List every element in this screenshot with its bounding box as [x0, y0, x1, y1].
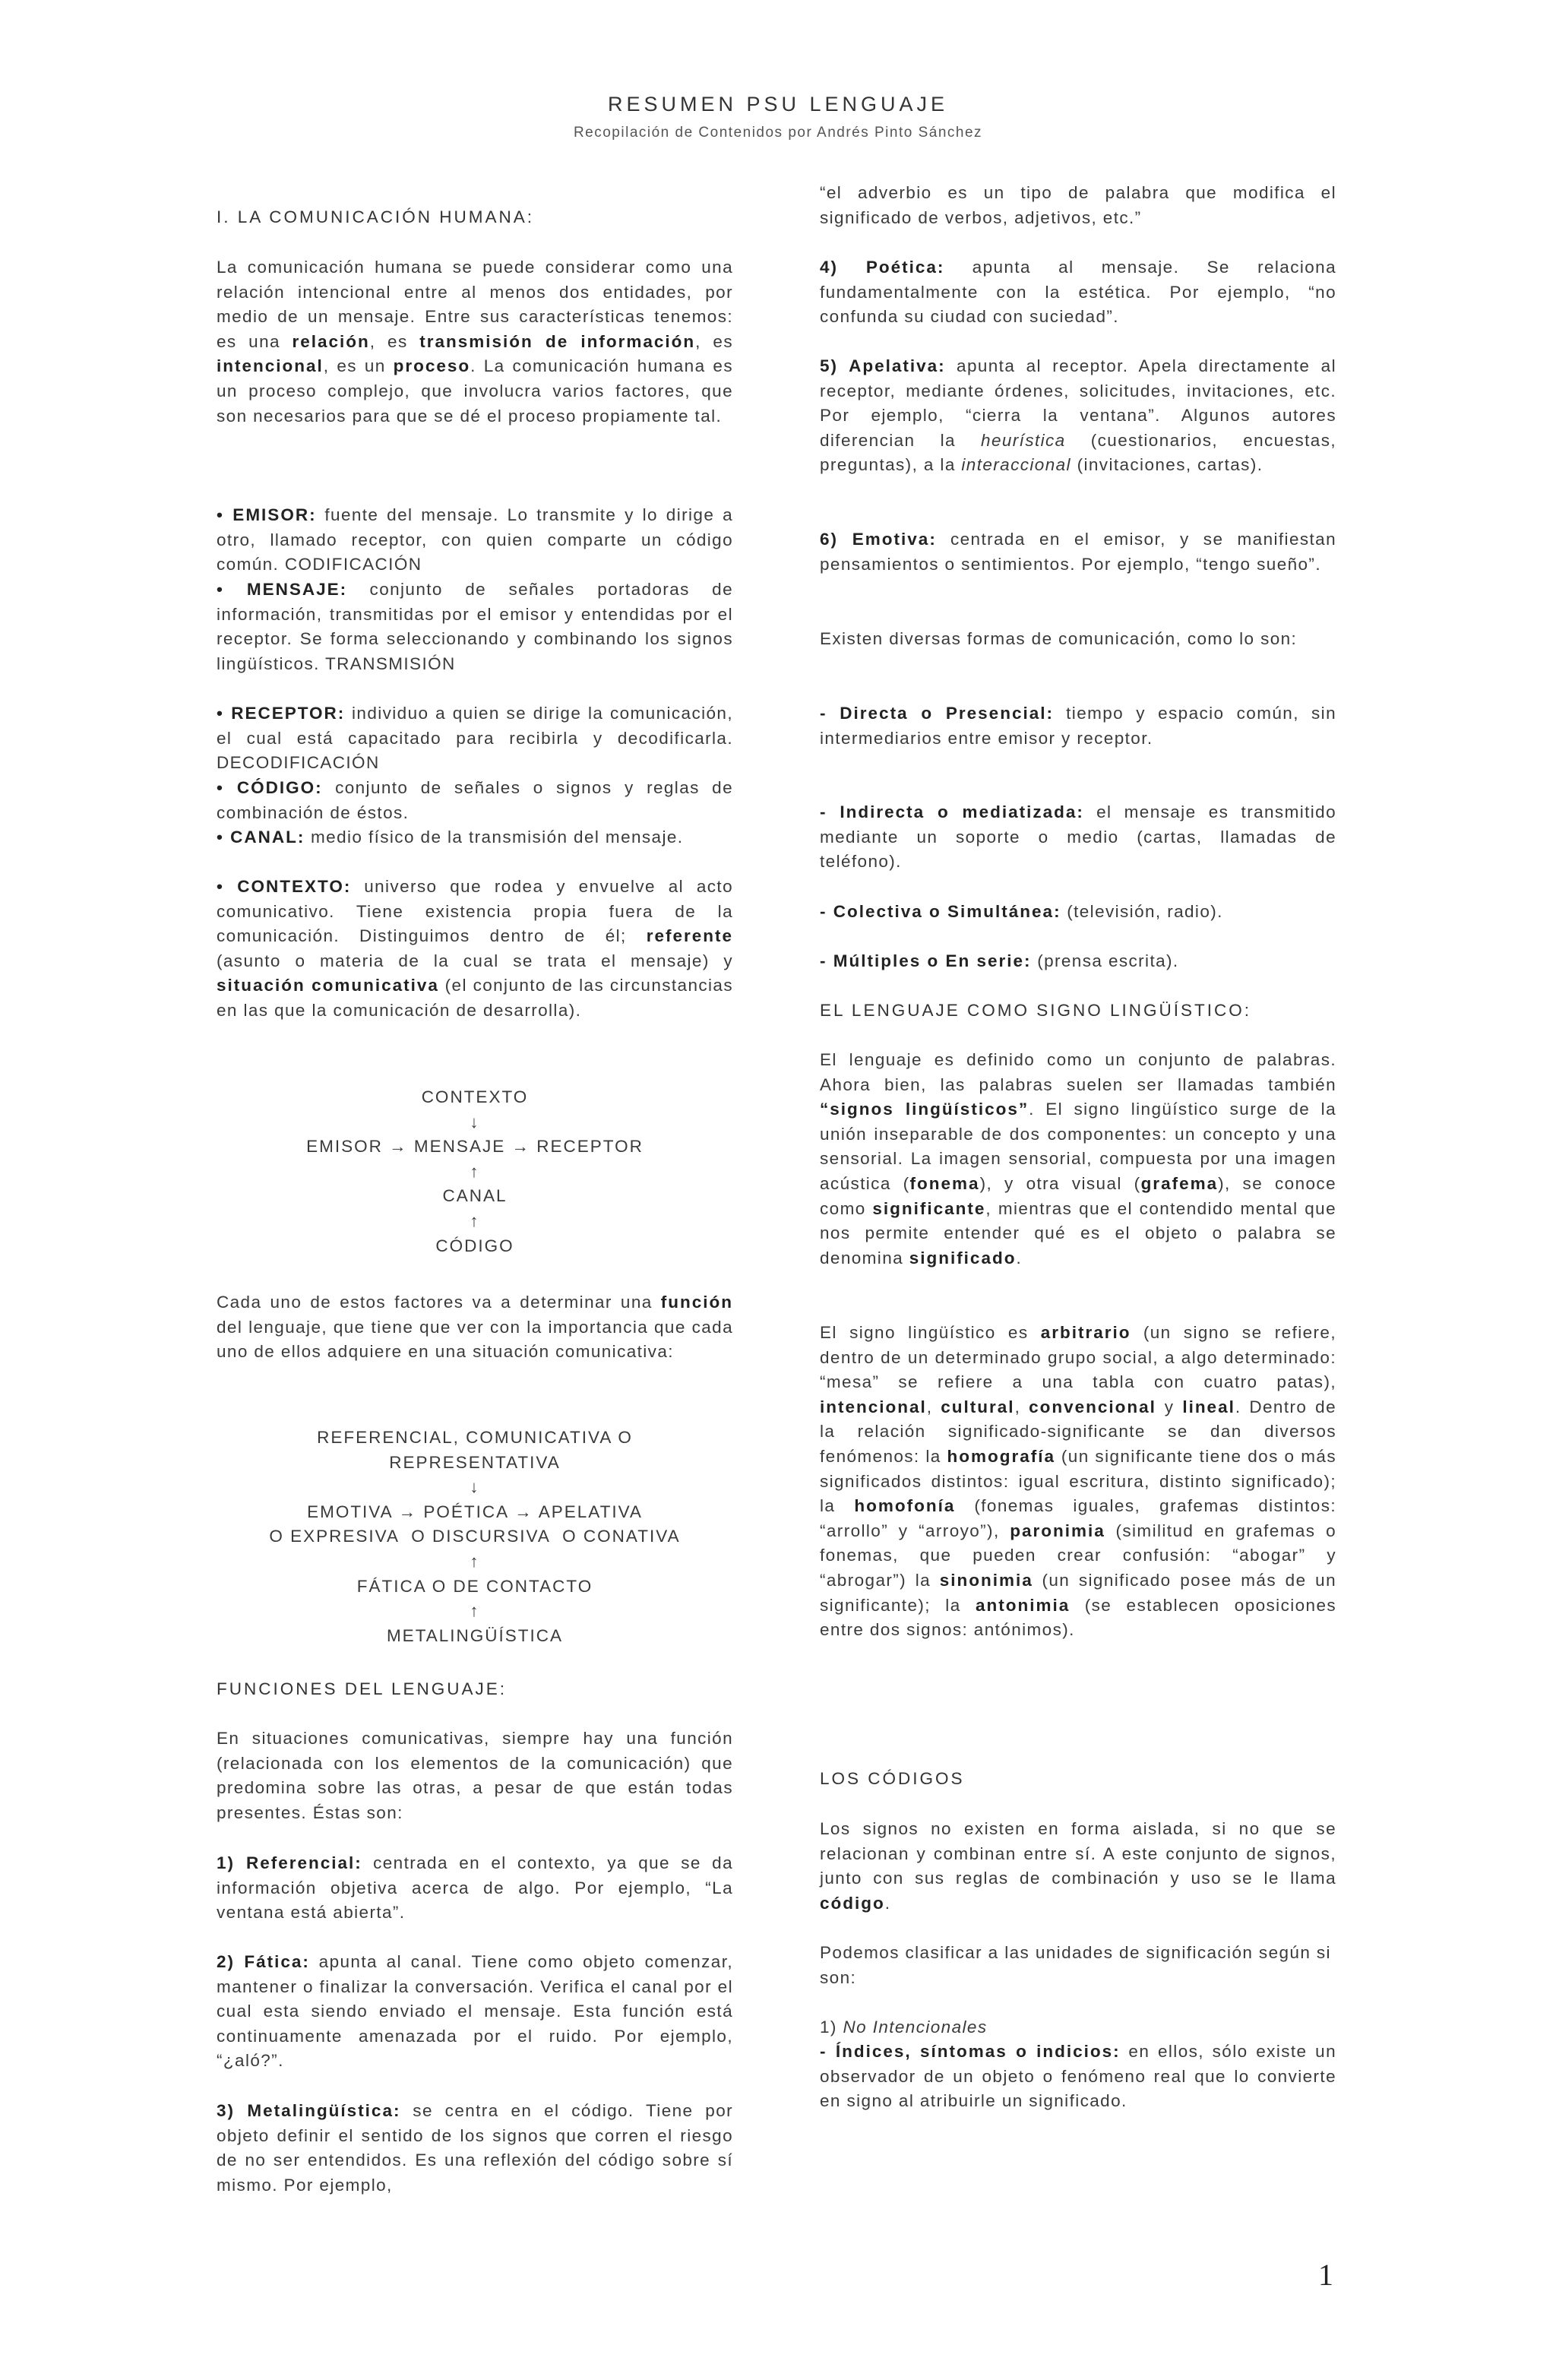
text: apunta al mensaje. Se relaciona fundamentalmente con la estética. Por ejemplo, “no confunda su ciudad con suciedad”.: [820, 258, 1336, 327]
diagram-label-representativa: REPRESENTATIVA: [389, 1452, 561, 1472]
text: (cuestionarios, encuestas, preguntas), a la: [820, 430, 1336, 475]
text: , mientras que el contendido mental que nos permite entender qué es el objeto o palabra se denomina: [820, 1198, 1336, 1268]
diagram-label-contexto: CONTEXTO: [421, 1087, 529, 1106]
text: , es un: [323, 356, 394, 376]
text: 1): [820, 2018, 843, 2037]
text: (prensa escrita).: [1031, 951, 1179, 970]
text: (el conjunto de las circunstancias en las que la comunicación de desarrolla).: [217, 976, 733, 1020]
diagram-label-codigo: CÓDIGO: [435, 1236, 514, 1255]
text: centrada en el contexto, ya que se da información objetiva acerca de algo. Por ejemplo, “La ventana está abierta”.: [217, 1853, 734, 1923]
bold-term: • EMISOR:: [217, 505, 317, 524]
text: individuo a quien se dirige la comunicación, el cual está capacitado para recibirla y decodificarla. DECODIFICACIÓN: [217, 704, 733, 773]
text: ,: [1014, 1397, 1029, 1416]
paragraph-indices: [820, 2040, 1336, 2114]
diagram-label-metalinguistica: METALINGÜÍSTICA: [386, 1625, 564, 1645]
paragraph-multiples: [820, 949, 1336, 974]
bold-term: intencional: [820, 1397, 927, 1416]
text: ), se conoce como: [820, 1173, 1336, 1218]
text: . Dentro de la relación significado-significante se dan diversos fenómenos: la: [820, 1397, 1336, 1466]
bold-term: 6) Emotiva:: [820, 530, 937, 549]
text: en ellos, sólo existe un observador de un objeto o fenómeno real que lo convierte en signo al atribuirle un significado.: [820, 2042, 1337, 2111]
text: ), y otra visual (: [979, 1173, 1141, 1193]
bold-term: antonimia: [976, 1595, 1071, 1615]
paragraph-referencial: [217, 1851, 733, 1926]
bold-term: • MENSAJE:: [217, 580, 348, 599]
bold-term: - Indirecta o mediatizada:: [820, 802, 1084, 821]
paragraph-lenguaje: [820, 1048, 1336, 1271]
bold-term: cultural: [941, 1397, 1015, 1416]
text: del lenguaje, que tiene que ver con la importancia que cada uno de ellos adquiere en una situación comunicativa:: [217, 1317, 733, 1362]
bold-term: significado: [909, 1248, 1017, 1268]
up-arrow-icon: ↑: [470, 1211, 480, 1230]
bold-term: - Índices, síntomas o indicios:: [820, 2042, 1121, 2061]
communication-diagram: [217, 1085, 733, 1258]
text: (similitud en grafemas o fonemas, que pueden crear confusión: “abogar” y “abrogar”) la: [820, 1521, 1336, 1590]
text: (invitaciones, cartas).: [1071, 455, 1263, 475]
bold-term: situación comunicativa: [217, 976, 439, 995]
text: apunta al canal. Tiene como objeto comenzar, mantener o finalizar la conversación. Verifica el canal por el cual esta siendo enviado el mensaje. Esta función está continuamente amenazada por el ruido. Por ejemplo, “¿aló?”.: [217, 1952, 734, 2071]
text: , es: [369, 331, 420, 351]
functions-diagram: [217, 1426, 733, 1648]
document-subtitle: Recopilación de Contenidos por Andrés Pinto Sánchez: [573, 125, 983, 141]
section-heading-signo: EL LENGUAJE COMO SIGNO LINGÜÍSTICO:: [820, 1001, 1251, 1020]
page-number: 1: [1318, 2258, 1333, 2292]
text: (un signo se refiere, dentro de un determinado grupo social, a algo determinado: “mesa” se refiere a una tabla con cuatro patas),: [820, 1323, 1336, 1392]
text: y: [1156, 1397, 1183, 1416]
up-arrow-icon: ↑: [470, 1161, 480, 1181]
bold-term: transmisión de información: [419, 331, 696, 351]
paragraph-indirecta: [820, 800, 1336, 875]
diagram-label-emotiva-poetica-apelativa: EMOTIVA → POÉTICA → APELATIVA: [307, 1502, 643, 1521]
text: ,: [926, 1397, 941, 1416]
bold-term: lineal: [1182, 1397, 1235, 1416]
paragraph-colectiva: [820, 900, 1336, 925]
document-title: RESUMEN PSU LENGUAJE: [607, 93, 949, 116]
text: Los signos no existen en forma aislada, si no que se relacionan y combinan entre sí. A este conjunto de signos, junto con sus reglas de combinación y uso se le llama: [820, 1819, 1336, 1888]
text: . La comunicación humana es un proceso complejo, que involucra varios factores, que son necesarios para que se dé el proceso propiamente tal.: [217, 356, 733, 426]
text: universo que rodea y envuelve al acto comunicativo. Tiene existencia propia fuera de la comunicación. Distinguimos dentro de él;: [217, 877, 733, 946]
diagram-label-fatica: FÁTICA O DE CONTACTO: [356, 1576, 593, 1596]
bold-term: grafema: [1140, 1173, 1219, 1193]
bold-term: 4) Poética:: [820, 258, 945, 277]
paragraph-signo: [820, 1321, 1336, 1643]
bold-term: • CÓDIGO:: [217, 778, 323, 797]
bold-term: • CANAL:: [217, 828, 305, 847]
text: La comunicación humana se puede considerar como una relación intencional entre al menos dos entidades, por medio de un mensaje. Entre sus características tenemos: es una: [217, 258, 733, 351]
paragraph-canal: [217, 825, 733, 850]
text: El signo lingüístico es: [820, 1323, 1041, 1342]
text: .: [884, 1893, 891, 1913]
bold-term: - Directa o Presencial:: [820, 704, 1054, 723]
paragraph-mensaje: [217, 578, 733, 676]
section-heading-funciones: FUNCIONES DEL LENGUAJE:: [217, 1679, 507, 1698]
bold-term: • CONTEXTO:: [217, 877, 352, 896]
section-heading-codigos: LOS CÓDIGOS: [820, 1769, 965, 1788]
bold-term: fonema: [909, 1173, 980, 1193]
text: (asunto o materia de la cual se trata el mensaje) y: [217, 951, 733, 970]
bold-term: sinonimia: [939, 1570, 1033, 1590]
paragraph-cada-uno: [217, 1290, 733, 1365]
text: conjunto de señales portadoras de información, transmitidas por el emisor y entendidas por el receptor. Se forma seleccionando y combinando los signos lingüísticos. TRANSMISIÓN: [217, 580, 733, 673]
bold-term: código: [820, 1893, 885, 1913]
paragraph-podemos: Podemos clasificar a las unidades de significación según si son:: [820, 1943, 1331, 1987]
section-heading-comunicacion: I. LA COMUNICACIÓN HUMANA:: [217, 207, 535, 226]
paragraph-metalinguistica: [217, 2099, 733, 2198]
text: medio físico de la transmisión del mensaje.: [305, 828, 684, 847]
text: se centra en el código. Tiene por objeto definir el sentido de los signos que corren el riesgo de no ser entendidos. Es una reflexión del código sobre sí mismo. Por ejemplo,: [217, 2101, 733, 2195]
up-arrow-icon: ↑: [470, 1551, 480, 1571]
diagram-label-referencial: REFERENCIAL, COMUNICATIVA O: [317, 1428, 633, 1447]
text: conjunto de señales o signos y reglas de combinación de éstos.: [217, 778, 734, 822]
text: tiempo y espacio común, sin intermediarios entre emisor y receptor.: [820, 704, 1336, 748]
bold-term: homografía: [947, 1446, 1056, 1466]
paragraph-continuation: “el adverbio es un tipo de palabra que modifica el significado de verbos, adjetivos, etc.”: [820, 183, 1336, 227]
text: (se establecen oposiciones entre dos signos: antónimos).: [820, 1595, 1337, 1640]
bold-term: relación: [292, 331, 370, 351]
bold-term: - Colectiva o Simultánea:: [820, 902, 1061, 921]
paragraph-emotiva: [820, 527, 1336, 577]
bold-term: 2) Fática:: [217, 1952, 310, 1971]
text: . El signo lingüístico surge de la unión inseparable de dos componentes: un concepto y una sensorial. La imagen sensorial, compuesta por una imagen acústica (: [820, 1100, 1336, 1193]
bold-term: homofonía: [854, 1496, 956, 1516]
diagram-label-expresiva-discursiva-conativa: O EXPRESIVA O DISCURSIVA O CONATIVA: [269, 1527, 681, 1546]
bold-term: 5) Apelativa:: [820, 356, 946, 375]
paragraph-contexto: [217, 875, 733, 1024]
text: centrada en el emisor, y se manifiestan pensamientos o sentimientos. Por ejemplo, “tengo sueño”.: [820, 530, 1336, 574]
diagram-label-canal: CANAL: [442, 1186, 508, 1206]
italic-term: heurística: [981, 430, 1066, 450]
text: apunta al receptor. Apela directamente al receptor, mediante órdenes, solicitudes, invitaciones, etc. Por ejemplo, “cierra la ventana”. Algunos autores diferencian la: [820, 356, 1336, 450]
text: , es: [695, 331, 733, 351]
text: (fonemas iguales, grafemas distintos: “arrollo” y “arroyo”),: [820, 1496, 1336, 1540]
paragraph-intro: [217, 255, 733, 429]
bold-term: significante: [872, 1198, 986, 1218]
paragraph-fatica: [217, 1950, 733, 2074]
bold-term: referente: [646, 926, 733, 946]
bold-term: convencional: [1029, 1397, 1156, 1416]
down-arrow-icon: ↓: [470, 1112, 480, 1131]
paragraph-directa: [820, 701, 1336, 751]
bold-term: “signos lingüísticos”: [820, 1100, 1029, 1119]
bold-term: función: [660, 1293, 733, 1312]
paragraph-existen: Existen diversas formas de comunicación, como lo son:: [820, 629, 1298, 648]
text: .: [1016, 1248, 1023, 1268]
text: (un significado posee más de un significante); la: [820, 1570, 1336, 1615]
text: (un significante tiene dos o más significados distintos: igual escritura, distinto significado); la: [820, 1446, 1336, 1516]
paragraph-apelativa: [820, 354, 1336, 478]
bold-term: intencional: [217, 356, 324, 376]
bold-term: - Múltiples o En serie:: [820, 951, 1032, 970]
paragraph-codigo: [217, 776, 733, 825]
italic-term: No Intencionales: [843, 2018, 988, 2037]
bold-term: paronimia: [1010, 1521, 1105, 1540]
bold-term: • RECEPTOR:: [217, 704, 346, 723]
paragraph-situaciones: En situaciones comunicativas, siempre hay una función (relacionada con los elementos de la comunicación) que predomina sobre las otras, a pesar de que están todas presentes. Éstas son:: [217, 1729, 733, 1822]
paragraph-poetica: [820, 255, 1336, 330]
bold-term: arbitrario: [1040, 1323, 1131, 1342]
bold-term: 1) Referencial:: [217, 1853, 362, 1872]
paragraph-signos-no: [820, 1817, 1336, 1916]
text: El lenguaje es definido como un conjunto de palabras. Ahora bien, las palabras suelen ser llamadas también: [820, 1050, 1336, 1094]
italic-term: interaccional: [961, 455, 1071, 475]
paragraph-emisor: [217, 503, 733, 578]
paragraph-receptor: [217, 701, 733, 776]
bold-term: 3) Metalingüística:: [217, 2101, 401, 2120]
down-arrow-icon: ↓: [470, 1477, 480, 1497]
text: fuente del mensaje. Lo transmite y lo dirige a otro, llamado receptor, con quien comparte un código común. CODIFICACIÓN: [217, 505, 733, 574]
bold-term: proceso: [393, 356, 471, 376]
up-arrow-icon: ↑: [470, 1601, 480, 1621]
diagram-label-emisor-mensaje-receptor: EMISOR → MENSAJE → RECEPTOR: [306, 1137, 644, 1157]
text: Cada uno de estos factores va a determinar una: [217, 1293, 661, 1312]
paragraph-no-intencionales: [820, 2015, 1336, 2040]
text: (televisión, radio).: [1061, 902, 1223, 921]
text: el mensaje es transmitido mediante un soporte o medio (cartas, llamadas de teléfono).: [820, 802, 1336, 872]
